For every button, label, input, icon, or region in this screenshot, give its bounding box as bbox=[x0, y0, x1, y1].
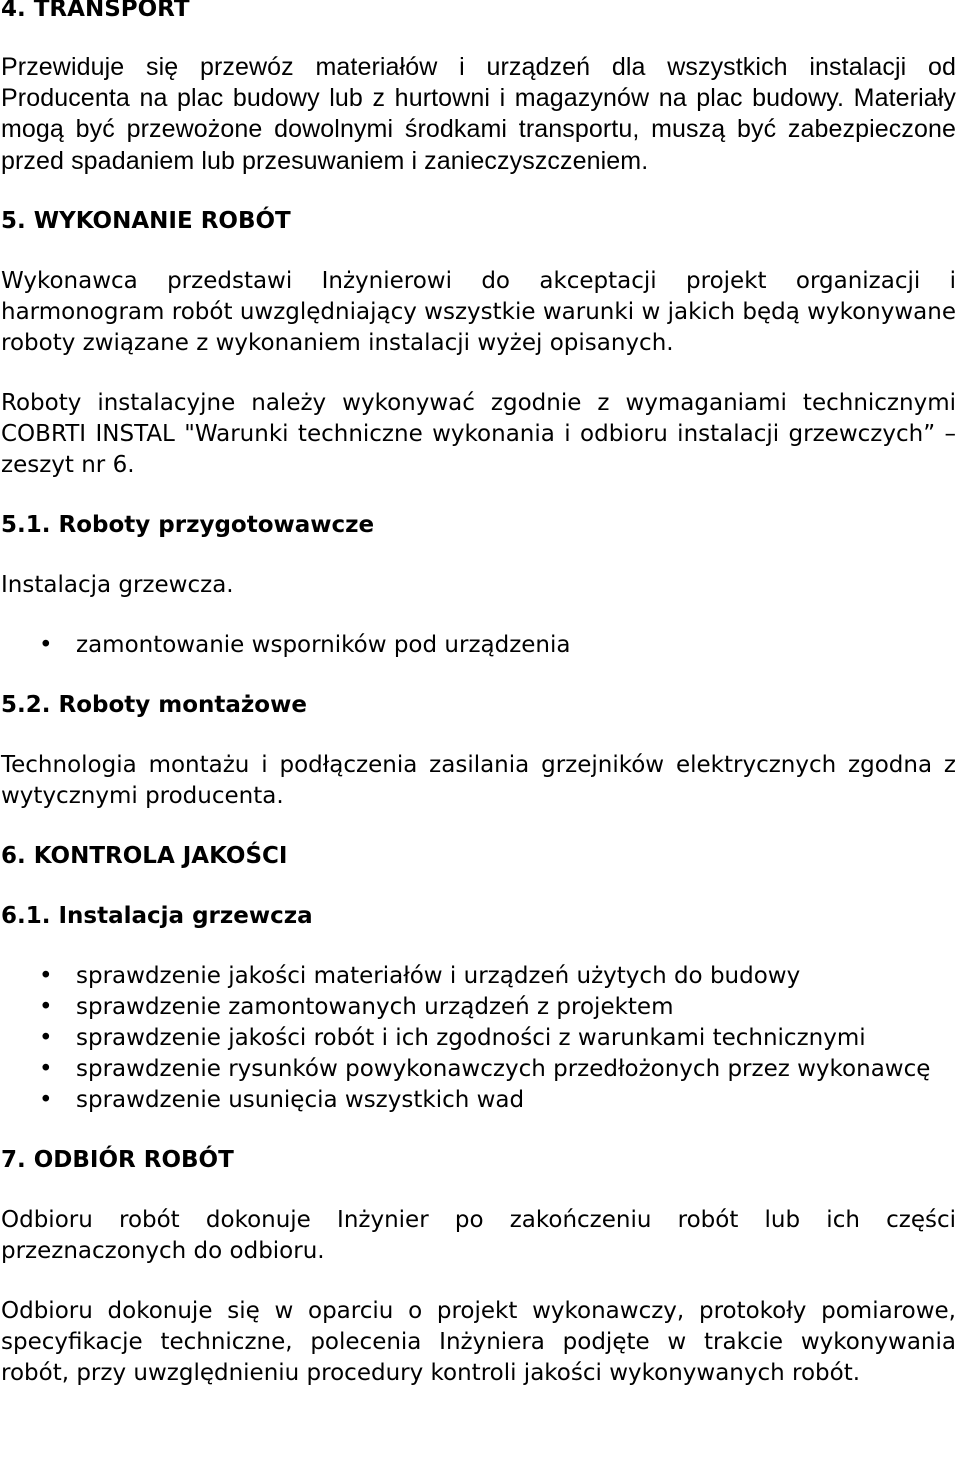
kontrola-list bbox=[1, 961, 956, 1116]
bullet-icon: • bbox=[39, 962, 53, 989]
section-heading-odbior-robot: 7. ODBIÓR ROBÓT bbox=[1, 1146, 234, 1173]
bullet-icon: • bbox=[39, 1086, 53, 1113]
list-item: • sprawdzenie usunięcia wszystkich wad bbox=[1, 1085, 956, 1116]
list-item: • sprawdzenie rysunków powykonawczych przedłożonych przez wykonawcę bbox=[1, 1054, 956, 1085]
bullet-icon: • bbox=[39, 631, 53, 658]
list-item: • sprawdzenie jakości materiałów i urządzeń użytych do budowy bbox=[1, 961, 956, 992]
list-item: • zamontowanie wsporników pod urządzenia bbox=[1, 630, 956, 661]
odbior-paragraph-1: Odbioru robót dokonuje Inżynier po zakończeniu robót lub ich części przeznaczonych do odbioru. bbox=[1, 1206, 956, 1264]
document-page bbox=[1, 0, 956, 1389]
bullet-icon: • bbox=[39, 993, 53, 1020]
instalacja-grzewcza-label: Instalacja grzewcza. bbox=[1, 571, 234, 598]
transport-paragraph: Przewiduje się przewóz materiałów i urządzeń dla wszystkich instalacji od Producenta na plac budowy lub z hurtowni i magazynów na plac budowy. Materiały mogą być przewożone dowolnymi środkami transportu, muszą być zabezpieczone przed spadaniem lub przesuwaniem i zanieczyszczeniem. bbox=[1, 53, 956, 175]
list-item: • sprawdzenie zamontowanych urządzeń z projektem bbox=[1, 992, 956, 1023]
wykonanie-paragraph-2: Roboty instalacyjne należy wykonywać zgodnie z wymaganiami technicznymi COBRTI INSTAL "Warunki techniczne wykonania i odbioru instalacji grzewczych” – zeszyt nr 6. bbox=[1, 389, 956, 478]
bullet-icon: • bbox=[39, 1055, 53, 1082]
section-heading-roboty-montazowe: 5.2. Roboty montażowe bbox=[1, 691, 307, 718]
odbior-paragraph-2: Odbioru dokonuje się w oparciu o projekt wykonawczy, protokoły pomiarowe, specyfikacje techniczne, polecenia Inżyniera podjęte w trakcie wykonywania robót, przy uwzględnieniu procedury kontroli jakości wykonywanych robót. bbox=[1, 1297, 956, 1386]
przygotowawcze-list bbox=[1, 630, 956, 661]
montazowe-paragraph: Technologia montażu i podłączenia zasilania grzejników elektrycznych zgodna z wytycznymi producenta. bbox=[1, 751, 956, 809]
section-heading-instalacja-grzewcza: 6.1. Instalacja grzewcza bbox=[1, 902, 313, 929]
list-item: • sprawdzenie jakości robót i ich zgodności z warunkami technicznymi bbox=[1, 1023, 956, 1054]
section-heading-transport: 4. TRANSPORT bbox=[1, 0, 190, 22]
wykonanie-paragraph-1: Wykonawca przedstawi Inżynierowi do akceptacji projekt organizacji i harmonogram robót uwzględniający wszystkie warunki w jakich będą wykonywane roboty związane z wykonaniem instalacji wyżej opisanych. bbox=[1, 267, 956, 356]
section-heading-kontrola-jakosci: 6. KONTROLA JAKOŚCI bbox=[1, 842, 288, 869]
section-heading-roboty-przygotowawcze: 5.1. Roboty przygotowawcze bbox=[1, 511, 375, 538]
bullet-icon: • bbox=[39, 1024, 53, 1051]
section-heading-wykonanie-robot: 5. WYKONANIE ROBÓT bbox=[1, 207, 291, 234]
